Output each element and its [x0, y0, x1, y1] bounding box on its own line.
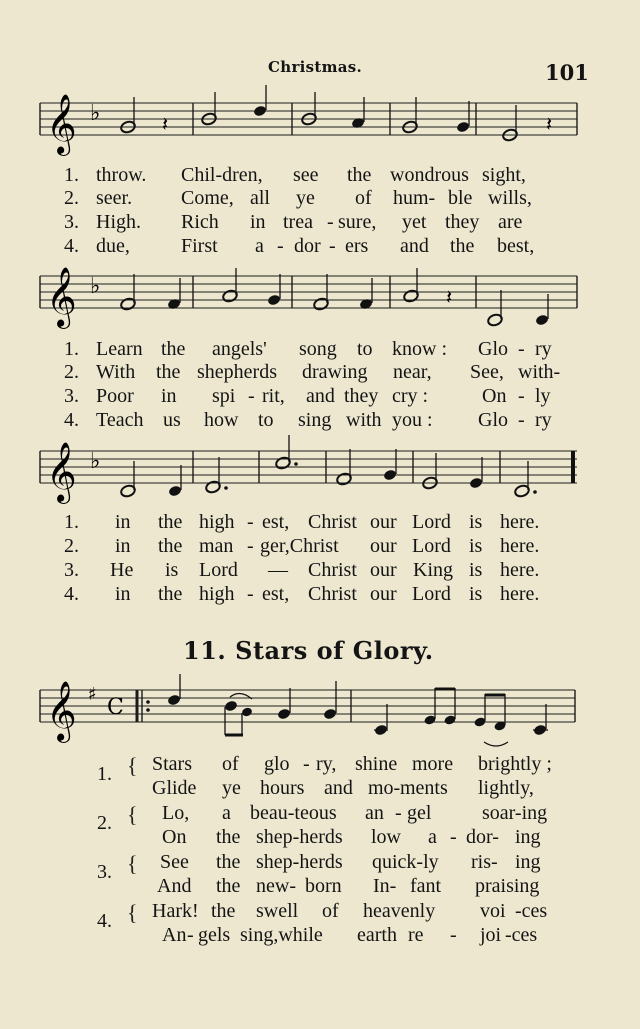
lyric-syllable: Christ	[308, 511, 357, 533]
lyric-syllable: yet	[402, 211, 427, 233]
lyric-line	[0, 801, 640, 825]
lyric-syllable: here.	[500, 559, 540, 581]
lyric-syllable: dor-	[466, 826, 499, 848]
lyric-syllable: the	[216, 851, 241, 873]
staff-lines	[40, 103, 577, 135]
lyric-syllable: See,	[470, 361, 504, 383]
lyric-syllable: In-	[373, 875, 397, 897]
lyric-syllable: ing	[515, 826, 541, 848]
lyric-syllable: Lo,	[162, 802, 190, 824]
lyric-syllable: He	[110, 559, 134, 581]
lyric-syllable: ing	[515, 851, 541, 873]
lyric-syllable: quick-ly	[372, 851, 439, 873]
lyric-syllable: sight,	[482, 164, 526, 186]
lyric-syllable: -	[450, 924, 457, 946]
lyric-syllable: to	[357, 338, 373, 360]
lyric-syllable: ger,Christ	[260, 535, 339, 557]
lyric-syllable: See	[160, 851, 189, 873]
lyric-syllable: ly	[535, 385, 551, 407]
lyric-line	[0, 384, 640, 408]
lyric-syllable: Christ	[308, 559, 357, 581]
lyric-syllable: -	[277, 235, 284, 257]
lyric-syllable: Come,	[181, 187, 234, 209]
verse-number: 2.	[64, 361, 79, 383]
lyric-line	[0, 360, 640, 384]
lyric-syllable: throw.	[96, 164, 147, 186]
treble-clef-icon: 𝄞	[46, 94, 77, 154]
lyric-syllable: glo	[264, 753, 290, 775]
lyric-syllable: and	[400, 235, 429, 257]
staff-lines	[40, 451, 577, 483]
lyric-syllable: with	[346, 409, 382, 431]
lyric-syllable: is	[469, 511, 483, 533]
lyric-syllable: shep-herds	[256, 851, 343, 873]
lyric-syllable: ry	[535, 338, 552, 360]
lyric-syllable: Poor	[96, 385, 134, 407]
lyric-syllable: the	[161, 338, 186, 360]
lyric-syllable: Learn	[96, 338, 143, 360]
lyric-syllable: to	[258, 409, 274, 431]
lyric-syllable: earth	[357, 924, 397, 946]
lyric-line	[0, 752, 640, 776]
lyric-syllable: in	[115, 583, 131, 605]
lyric-line	[0, 899, 640, 923]
lyric-syllable: Lord	[412, 511, 451, 533]
lyric-line	[0, 923, 640, 947]
lyric-line	[0, 510, 640, 534]
brace-icon: {	[127, 851, 138, 876]
lyric-syllable: On	[482, 385, 507, 407]
lyric-syllable: swell	[256, 900, 299, 922]
lyric-syllable: -	[247, 511, 254, 533]
lyric-syllable: new-	[256, 875, 296, 897]
lyric-syllable: -	[518, 385, 525, 407]
lyric-line	[0, 186, 640, 210]
lyric-syllable: Hark!	[152, 900, 199, 922]
lyric-syllable: born	[305, 875, 342, 897]
lyric-syllable: song	[299, 338, 337, 360]
lyric-syllable: us	[163, 409, 181, 431]
lyric-syllable: is	[469, 535, 483, 557]
lyric-syllable: -	[327, 211, 334, 233]
verse-number: 3.	[64, 385, 79, 407]
lyric-syllable: -	[303, 753, 310, 775]
lyric-syllable: -	[329, 235, 336, 257]
lyric-syllable: more	[412, 753, 454, 775]
lyric-syllable: rit,	[262, 385, 285, 407]
lyric-syllable: ments	[400, 777, 448, 799]
verse-number: 2.	[64, 535, 79, 557]
verse-number: 4.	[64, 583, 79, 605]
music-staff-1	[0, 90, 640, 170]
lyric-syllable: the	[450, 235, 475, 257]
lyric-syllable: -	[518, 409, 525, 431]
lyric-syllable: fant	[410, 875, 442, 897]
lyric-syllable: with-	[518, 361, 561, 383]
lyric-syllable: of	[322, 900, 339, 922]
lyric-syllable: And	[157, 875, 192, 897]
lyric-syllable: ry	[535, 409, 552, 431]
lyric-syllable: Lord	[412, 583, 451, 605]
lyric-syllable: the	[211, 900, 236, 922]
lyric-syllable: soar-ing	[482, 802, 548, 824]
lyric-syllable: our	[370, 535, 397, 557]
verse-number: 4.	[64, 235, 79, 257]
lyric-syllable: gel	[407, 802, 432, 824]
lyric-syllable: seer.	[96, 187, 133, 209]
lyric-syllable: ye	[296, 187, 315, 209]
lyric-syllable: they	[445, 211, 480, 233]
lyric-syllable: a	[222, 802, 231, 824]
lyric-syllable: King	[413, 559, 453, 581]
common-time-icon: C	[107, 695, 124, 720]
lyric-syllable: Stars	[152, 753, 192, 775]
lyric-syllable: the	[216, 826, 241, 848]
lyric-syllable: our	[370, 583, 397, 605]
lyric-syllable: shep-herds	[256, 826, 343, 848]
lyric-syllable: -ces	[505, 924, 538, 946]
lyric-line	[0, 874, 640, 898]
lyric-syllable: wills,	[488, 187, 532, 209]
lyric-syllable: -ces	[515, 900, 548, 922]
brace-icon: {	[127, 900, 138, 925]
lyric-syllable: Christ	[308, 583, 357, 605]
verse-number: 1.	[97, 763, 112, 785]
svg-text:𝄽: 𝄽	[162, 112, 169, 136]
lyric-syllable: -	[395, 802, 402, 824]
lyric-syllable: On	[162, 826, 187, 848]
lyric-syllable: cry :	[392, 385, 429, 407]
lyric-syllable: -	[247, 583, 254, 605]
lyric-syllable: here.	[500, 511, 540, 533]
lyric-syllable: First	[181, 235, 218, 257]
lyric-syllable: lightly,	[478, 777, 534, 799]
lyric-line	[0, 825, 640, 849]
lyric-syllable: Glo	[478, 409, 508, 431]
lyric-line	[0, 337, 640, 361]
lyric-syllable: Glo	[478, 338, 508, 360]
verse-number: 2.	[64, 187, 79, 209]
lyric-syllable: shepherds	[197, 361, 277, 383]
lyric-syllable: ris-	[471, 851, 498, 873]
svg-text:𝄽: 𝄽	[446, 285, 453, 309]
verse-number: 2.	[97, 812, 112, 834]
lyric-syllable: are	[498, 211, 523, 233]
lyric-syllable: best,	[497, 235, 535, 257]
treble-clef-icon: 𝄞	[46, 267, 77, 327]
lyric-syllable: ble	[448, 187, 473, 209]
lyric-line	[0, 558, 640, 582]
verse-number: 1.	[64, 338, 79, 360]
lyric-syllable: -	[248, 385, 255, 407]
lyric-syllable: and	[306, 385, 335, 407]
running-head: Christmas.	[268, 58, 363, 76]
lyric-syllable: in	[115, 511, 131, 533]
lyric-syllable: —	[268, 559, 288, 581]
lyric-syllable: an	[365, 802, 384, 824]
lyric-syllable: wondrous	[390, 164, 469, 186]
music-staff-3	[0, 438, 640, 518]
lyric-syllable: sure,	[338, 211, 377, 233]
lyric-syllable: -	[247, 535, 254, 557]
music-staff-4	[0, 676, 640, 756]
lyric-syllable: is	[469, 559, 483, 581]
lyric-syllable: High.	[96, 211, 141, 233]
hymn-title: 11. Stars of Glory.	[183, 636, 434, 665]
lyric-syllable: the	[156, 361, 181, 383]
lyric-syllable: trea	[283, 211, 313, 233]
verse-number: 1.	[64, 164, 79, 186]
lyric-syllable: Chil-dren,	[181, 164, 263, 186]
flat-sign-icon: ♭	[90, 449, 101, 474]
lyric-syllable: ers	[345, 235, 369, 257]
lyric-syllable: voi	[480, 900, 506, 922]
lyric-syllable: -	[518, 338, 525, 360]
lyric-syllable: Teach	[96, 409, 144, 431]
treble-clef-icon: 𝄞	[46, 681, 77, 741]
lyric-syllable: man	[199, 535, 234, 557]
lyric-syllable: An	[162, 924, 187, 946]
lyric-syllable: of	[222, 753, 239, 775]
lyric-line	[0, 776, 640, 800]
lyric-syllable: ye	[222, 777, 241, 799]
lyric-syllable: our	[370, 511, 397, 533]
verse-number: 4.	[64, 409, 79, 431]
lyric-syllable: With	[96, 361, 136, 383]
brace-icon: {	[127, 753, 138, 778]
lyric-syllable: and	[324, 777, 353, 799]
lyric-syllable: know :	[392, 338, 447, 360]
lyric-syllable: re	[408, 924, 424, 946]
sharp-sign-icon: ♯	[88, 684, 97, 705]
lyric-syllable: is	[165, 559, 179, 581]
lyric-syllable: Rich	[181, 211, 219, 233]
lyric-syllable: here.	[500, 583, 540, 605]
lyric-line	[0, 163, 640, 187]
lyric-syllable: our	[370, 559, 397, 581]
treble-clef-icon: 𝄞	[46, 442, 77, 502]
lyric-syllable: low	[371, 826, 401, 848]
lyric-syllable: est,	[262, 511, 290, 533]
lyric-line	[0, 408, 640, 432]
flat-sign-icon: ♭	[90, 101, 101, 126]
lyric-syllable: is	[469, 583, 483, 605]
lyric-syllable: in	[115, 535, 131, 557]
lyric-line	[0, 582, 640, 606]
lyric-line	[0, 534, 640, 558]
verse-number: 1.	[64, 511, 79, 533]
lyric-syllable: mo-	[368, 777, 401, 799]
lyric-syllable: sing	[298, 409, 332, 431]
lyric-syllable: high	[199, 583, 235, 605]
lyric-syllable: the	[158, 535, 183, 557]
lyric-syllable: in	[161, 385, 177, 407]
lyric-syllable: all	[250, 187, 270, 209]
music-staff-2	[0, 260, 640, 340]
lyric-syllable: shine	[355, 753, 398, 775]
hymn-11-verses	[0, 750, 640, 950]
lyric-syllable: you :	[392, 409, 433, 431]
page-number: 101	[545, 60, 589, 85]
lyric-syllable: -	[450, 826, 457, 848]
brace-icon: {	[127, 802, 138, 827]
verse-number: 3.	[64, 211, 79, 233]
lyric-line	[0, 850, 640, 874]
lyric-syllable: due,	[96, 235, 130, 257]
lyric-line	[0, 210, 640, 234]
lyric-syllable: here.	[500, 535, 540, 557]
lyric-syllable: brightly ;	[478, 753, 552, 775]
lyric-syllable: near,	[393, 361, 432, 383]
lyric-syllable: dor	[294, 235, 321, 257]
lyric-syllable: high	[199, 511, 235, 533]
lyric-syllable: joi	[480, 924, 502, 946]
lyric-syllable: angels'	[212, 338, 267, 360]
lyric-syllable: spi	[212, 385, 236, 407]
verse-number: 3.	[97, 861, 112, 883]
lyric-syllable: beau-teous	[250, 802, 337, 824]
lyric-syllable: Glide	[152, 777, 197, 799]
lyric-line	[0, 234, 640, 258]
lyric-syllable: the	[158, 583, 183, 605]
lyric-syllable: the	[347, 164, 372, 186]
lyric-syllable: praising	[475, 875, 540, 897]
lyric-syllable: Lord	[412, 535, 451, 557]
lyric-syllable: heavenly	[363, 900, 436, 922]
lyric-syllable: hours	[260, 777, 305, 799]
svg-text:𝄽: 𝄽	[546, 112, 553, 136]
verse-number: 3.	[64, 559, 79, 581]
lyric-syllable: drawing	[302, 361, 368, 383]
verse-number: 4.	[97, 910, 112, 932]
lyric-syllable: sing,while	[240, 924, 323, 946]
lyric-syllable: gels	[198, 924, 231, 946]
lyric-syllable: they	[344, 385, 379, 407]
lyric-syllable: in	[250, 211, 266, 233]
staff-lines	[40, 276, 577, 308]
lyric-syllable: -	[187, 924, 194, 946]
lyric-syllable: of	[355, 187, 372, 209]
lyric-syllable: a	[428, 826, 437, 848]
lyric-syllable: the	[216, 875, 241, 897]
lyric-syllable: see	[293, 164, 319, 186]
lyric-syllable: how	[204, 409, 239, 431]
lyric-syllable: Lord	[199, 559, 238, 581]
lyric-syllable: the	[158, 511, 183, 533]
lyric-syllable: hum-	[393, 187, 436, 209]
flat-sign-icon: ♭	[90, 274, 101, 299]
lyric-syllable: a	[255, 235, 264, 257]
lyric-syllable: est,	[262, 583, 290, 605]
lyric-syllable: ry,	[316, 753, 337, 775]
